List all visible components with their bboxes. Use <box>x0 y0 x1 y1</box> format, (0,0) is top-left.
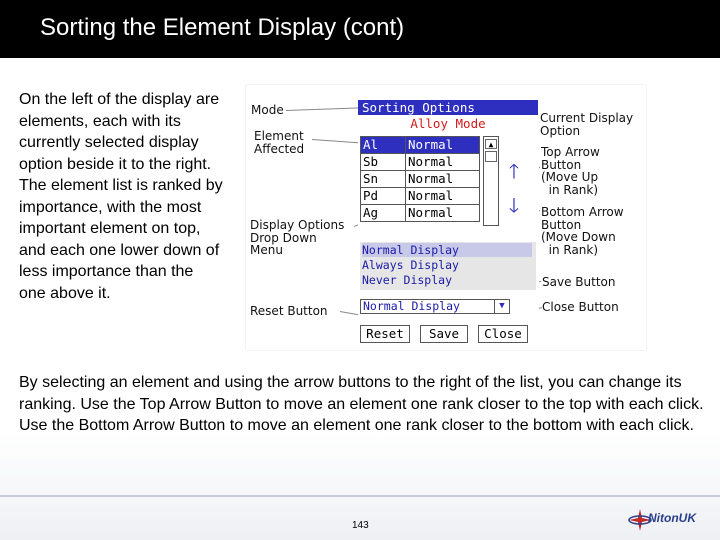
callout-reset-button: Reset Button <box>250 304 328 318</box>
page-number: 143 <box>352 520 369 531</box>
leader-line <box>286 107 360 111</box>
element-symbol: Sn <box>361 171 406 188</box>
element-symbol: Sb <box>361 154 406 171</box>
element-row[interactable] <box>361 137 480 154</box>
window-title: Sorting Options <box>358 100 538 115</box>
title-bar <box>0 0 720 58</box>
element-option: Normal <box>406 205 480 222</box>
callout-current-display-option: Current Display Option <box>540 111 634 138</box>
mode-label: Alloy Mode <box>410 116 486 131</box>
arrow-up-icon: 🡑 <box>508 159 520 183</box>
reset-button[interactable]: Reset <box>360 325 410 343</box>
device-screen <box>358 99 539 341</box>
slide-title: Sorting the Element Display (cont) <box>40 14 405 41</box>
element-row[interactable] <box>361 171 480 188</box>
element-symbol: Ag <box>361 205 406 222</box>
element-list <box>360 136 480 222</box>
niton-logo <box>628 505 716 535</box>
logo-text: NitonUK <box>648 511 696 525</box>
triangle-up-icon[interactable]: ▲ <box>485 139 497 149</box>
triangle-down-icon[interactable]: ▼ <box>494 300 509 313</box>
display-option-item[interactable]: Normal Display <box>362 243 532 257</box>
callout-mode: Mode <box>251 103 284 117</box>
element-list-scrollbar[interactable] <box>483 136 499 226</box>
callout-bottom-arrow-button: Bottom Arrow Button (Move Down in Rank) <box>541 205 624 257</box>
element-row[interactable] <box>361 188 480 205</box>
footer-divider <box>0 495 720 497</box>
left-paragraph: On the left of the display are elements, each with its currently selected display option beside it to the right. The element list is ranked by importance, with the most important element on top, and each one lower down of less importance than the one above it. <box>19 91 223 302</box>
callout-close-button: Close Button <box>542 300 619 314</box>
display-option-item[interactable]: Never Display <box>362 273 453 287</box>
element-option: Normal <box>406 154 480 171</box>
bottom-paragraph: By selecting an element and using the arrow buttons to the right of the list, you can change its ranking. Use the Top Arrow Button to move an element one rank closer to the top with each click. Use the Bottom Arrow Button to move an element one rank closer to the bottom with each click. <box>19 374 704 434</box>
scrollbar-thumb[interactable] <box>485 151 497 162</box>
element-option: Normal <box>406 188 480 205</box>
arrow-down-icon: 🡓 <box>508 193 520 217</box>
display-options-menu <box>360 242 536 290</box>
callout-top-arrow-button: Top Arrow Button (Move Up in Rank) <box>541 145 600 197</box>
callout-display-options-menu: Display Options Drop Down Menu <box>250 218 345 257</box>
element-symbol: Pd <box>361 188 406 205</box>
element-symbol: Al <box>361 137 406 154</box>
callout-save-button: Save Button <box>542 275 616 289</box>
top-arrow-button[interactable] <box>504 159 524 183</box>
element-row[interactable] <box>361 205 480 222</box>
save-button[interactable]: Save <box>420 325 468 343</box>
element-option: Normal <box>406 171 480 188</box>
sorting-options-figure <box>246 85 646 350</box>
leader-line <box>312 139 362 143</box>
display-option-dropdown[interactable]: Normal Display <box>360 299 510 314</box>
display-option-item[interactable]: Always Display <box>362 258 459 272</box>
element-option: Normal <box>406 137 480 154</box>
callout-element-affected: Element Affected <box>254 129 305 156</box>
close-button[interactable]: Close <box>478 325 528 343</box>
element-row[interactable] <box>361 154 480 171</box>
bottom-arrow-button[interactable] <box>504 193 524 217</box>
